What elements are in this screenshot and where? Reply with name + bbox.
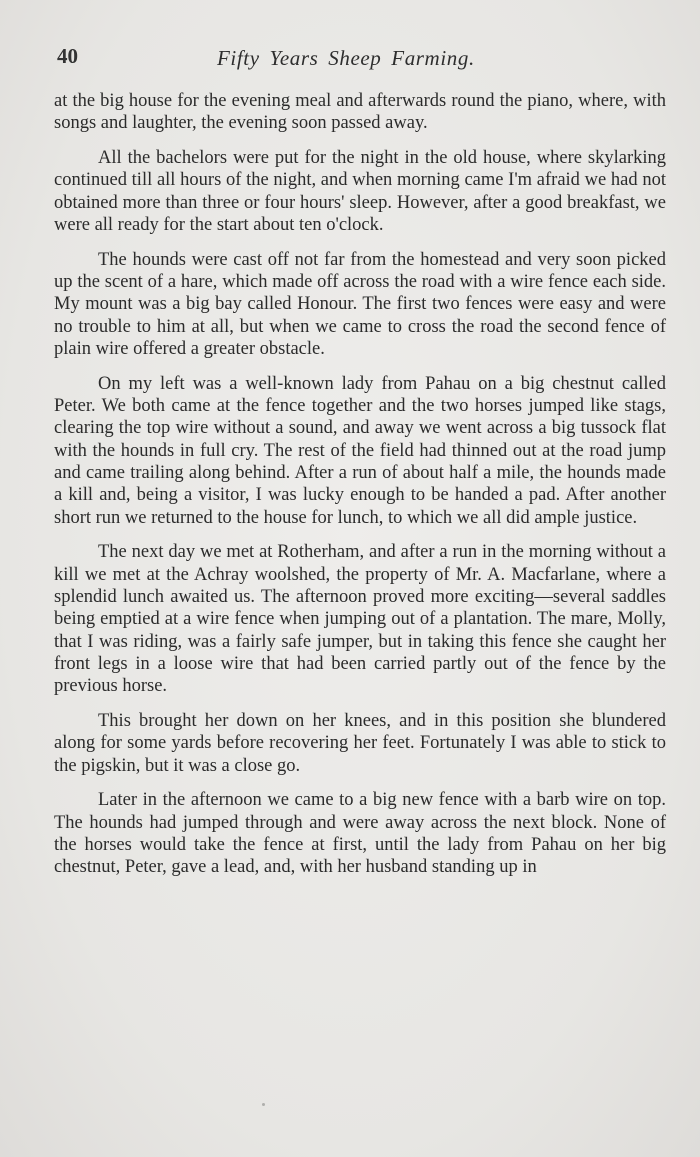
body-text (54, 90, 666, 879)
page-number: 40 (57, 44, 78, 68)
paragraph-barb-wire-fence: Later in the afternoon we came to a big new fence with a barb wire on top. The hounds had jumped through and were away across the next block. None of the horses would take the fence at first, until the lady from Pahau on her big chestnut, Peter, gave a lead, and, with her husband standing up in (54, 790, 666, 878)
paragraph-lady-from-pahau: On my left was a well-known lady from Pahau on a big chestnut called Peter. We both came at the fence together and the two horses jumped like stags, clearing the top wire without a sound, and away we went across a big tussock flat with the hounds in full cry. The rest of the field had thinned out at the road jump and came trailing along behind. After a run of about half a mile, the hounds made a kill and, being a visitor, I was lucky enough to be handed a pad. After another short run we returned to the house for lunch, to which we all did ample justice. (54, 373, 666, 528)
paragraph-hounds-cast-off: The hounds were cast off not far from the homestead and very soon picked up the scent of a hare, which made off across the road with a wire fence each side. My mount was a big bay called Honour. The first two fences were easy and were no trouble to him at all, but when we came to cross the road the second fence of plain wire offered a greater obstacle. (54, 249, 666, 359)
running-title: Fifty Years Sheep Farming. (217, 46, 475, 70)
paper-speck (262, 1103, 265, 1106)
paragraph-bachelors: All the bachelors were put for the night in the old house, where skylarking continued till all hours of the night, and when morning came I'm afraid we had not obtained more than three or four hours' sleep. However, after a good breakfast, we were all ready for the start about ten o'clock. (54, 148, 666, 235)
paragraph-rotherham: The next day we met at Rotherham, and after a run in the morning without a kill we met at the Achray woolshed, the property of Mr. A. Macfarlane, where a splendid lunch awaited us. The afternoon proved more exciting—several saddles being emptied at a wire fence when jumping out of a plantation. The mare, Molly, that I was riding, was a fairly safe jumper, but in taking this fence she caught her front legs in a loose wire that had been carried partly out of the fence by the previous horse. (54, 542, 666, 697)
paragraph-knees: This brought her down on her knees, and in this position she blundered along for some yards before recovering her feet. Fortunately I was able to stick to the pigskin, but it was a close go. (54, 710, 666, 776)
page-header (55, 44, 665, 78)
paragraph-continuation: at the big house for the evening meal and afterwards round the piano, where, with songs and laughter, the evening soon passed away. (54, 91, 666, 134)
